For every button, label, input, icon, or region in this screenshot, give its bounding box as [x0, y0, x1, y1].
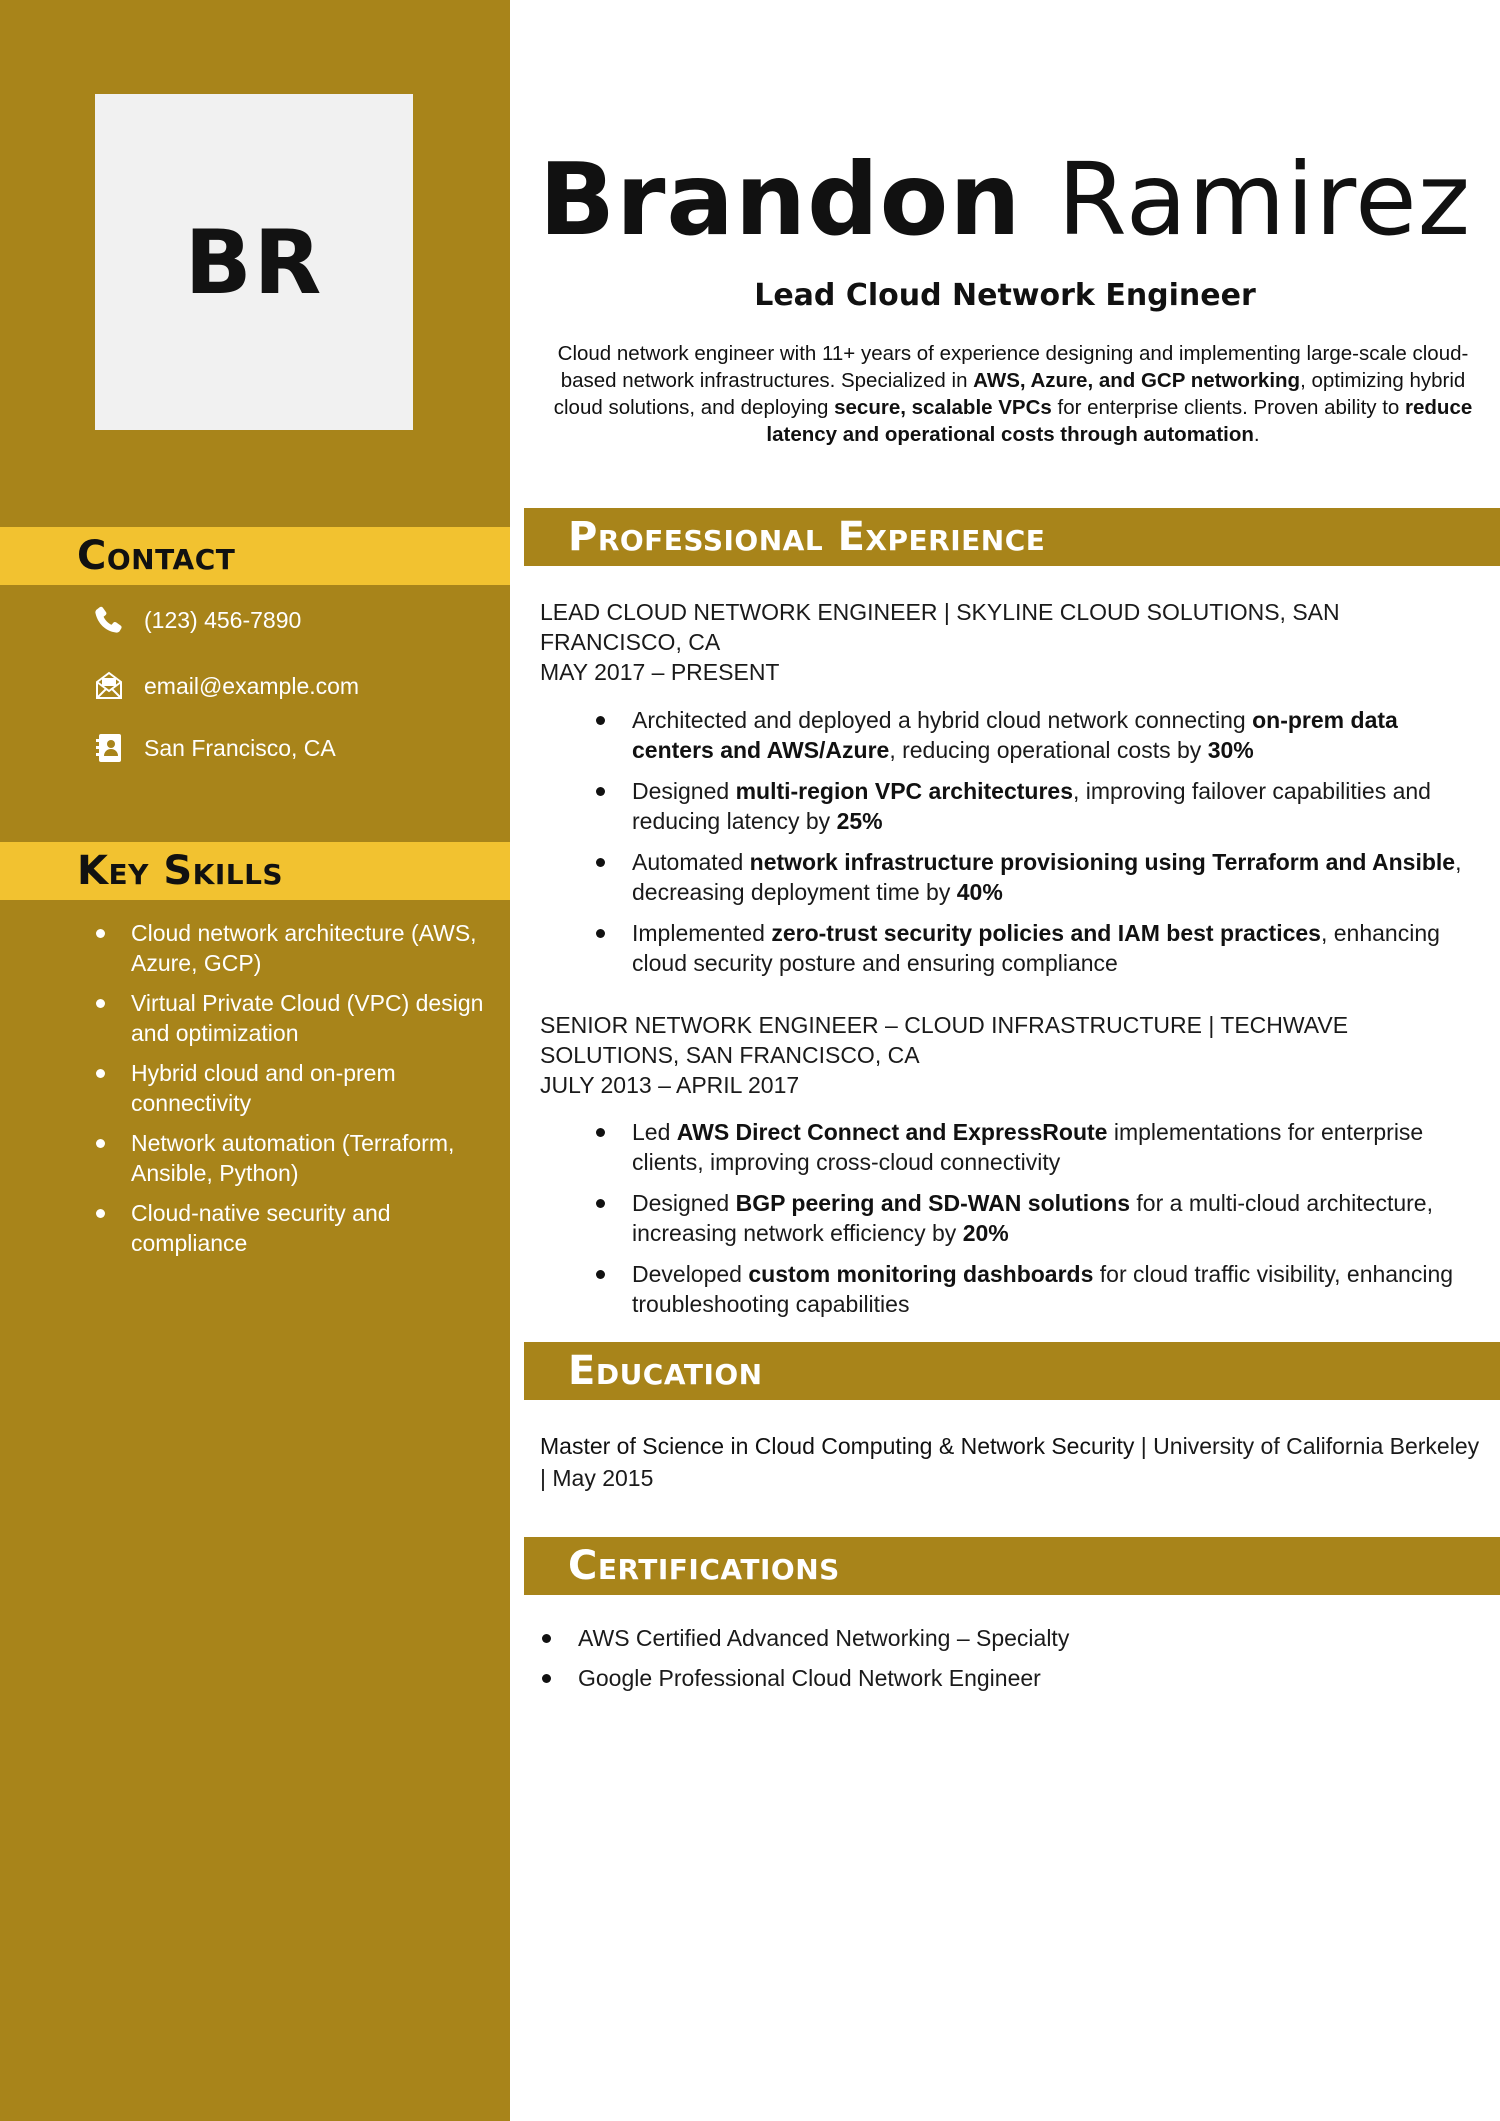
phone-icon [92, 604, 126, 636]
experience-section-header [524, 508, 1500, 566]
last-name: Ramirez [1057, 141, 1472, 258]
monogram: BR [184, 210, 324, 314]
job-bullet: Designed multi-region VPC architectures, improving failover capabilities and reducing latency by 25% [596, 776, 1476, 836]
certifications-list [542, 1623, 1462, 1703]
job-bullet: Led AWS Direct Connect and ExpressRoute implementations for enterprise clients, improving cross-cloud connectivity [596, 1117, 1476, 1177]
contact-heading: Contact [77, 533, 236, 579]
email-text[interactable]: email@example.com [144, 672, 360, 699]
skills-section-header [0, 842, 510, 900]
job-dates: JULY 2013 – APRIL 2017 [540, 1072, 800, 1098]
certifications-heading: Certifications [568, 1543, 840, 1589]
first-name: Brandon [538, 141, 1022, 258]
certifications-section-header [524, 1537, 1500, 1595]
skill-item: Network automation (Terraform, Ansible, Python) [96, 1128, 496, 1188]
job-bullet: Architected and deployed a hybrid cloud network connecting on-prem data centers and AWS/Azure, reducing operational costs by 30% [596, 705, 1476, 765]
contact-phone [92, 604, 301, 636]
job-bullet: Designed BGP peering and SD-WAN solutions for a multi-cloud architecture, increasing network efficiency by 20% [596, 1188, 1476, 1248]
degree: Master of Science in Cloud Computing & Network Security [540, 1433, 1135, 1459]
job-header [540, 597, 1440, 687]
job-bullet: Developed custom monitoring dashboards for cloud traffic visibility, enhancing troubleshooting capabilities [596, 1259, 1476, 1319]
skill-item: Cloud network architecture (AWS, Azure, GCP) [96, 918, 496, 978]
summary: Cloud network engineer with 11+ years of experience designing and implementing large-scale cloud-based network infrastructures. Specialized in AWS, Azure, and GCP networking, optimizing hybrid cloud solutions, and deploying secure, scalable VPCs for enterprise clients. Proven ability to reduce latency and operational costs through automation. [553, 342, 1473, 446]
education-heading: Education [568, 1348, 763, 1394]
skill-item: Virtual Private Cloud (VPC) design and optimization [96, 988, 496, 1048]
contact-location [92, 732, 336, 764]
job-bullets [596, 1117, 1476, 1330]
sidebar [0, 0, 510, 2121]
skills-heading: Key Skills [77, 848, 284, 894]
job-bullets [596, 705, 1476, 989]
job-bullet: Implemented zero-trust security policies and IAM best practices, enhancing cloud security posture and ensuring compliance [596, 918, 1476, 978]
location-text: San Francisco, CA [144, 734, 336, 761]
education-details: | University of California Berkeley | May 2015 [540, 1433, 1480, 1491]
experience-heading: Professional Experience [568, 514, 1046, 560]
contact-section-header [0, 527, 510, 585]
skill-item: Hybrid cloud and on-prem connectivity [96, 1058, 496, 1118]
job-dates: MAY 2017 – PRESENT [540, 659, 780, 685]
candidate-name [510, 141, 1500, 258]
skill-item: Cloud-native security and compliance [96, 1198, 496, 1258]
job-header [540, 1010, 1440, 1100]
phone-text[interactable]: (123) 456-7890 [144, 606, 302, 633]
contact-email [92, 670, 359, 702]
email-icon [92, 670, 126, 702]
skills-list [96, 918, 496, 1268]
job-role-line: LEAD CLOUD NETWORK ENGINEER | SKYLINE CLOUD SOLUTIONS, SAN FRANCISCO, CA [540, 599, 1340, 655]
certification-item: Google Professional Cloud Network Engineer [542, 1663, 1462, 1693]
certification-item: AWS Certified Advanced Networking – Specialty [542, 1623, 1462, 1653]
education-entry [540, 1430, 1480, 1494]
monogram-box [95, 94, 413, 430]
job-role-line: SENIOR NETWORK ENGINEER – CLOUD INFRASTRUCTURE | TECHWAVE SOLUTIONS, SAN FRANCISCO, CA [540, 1012, 1349, 1068]
job-bullet: Automated network infrastructure provisioning using Terraform and Ansible, decreasing deployment time by 40% [596, 847, 1476, 907]
location-icon [92, 732, 126, 764]
education-section-header [524, 1342, 1500, 1400]
job-title: Lead Cloud Network Engineer [754, 278, 1256, 313]
